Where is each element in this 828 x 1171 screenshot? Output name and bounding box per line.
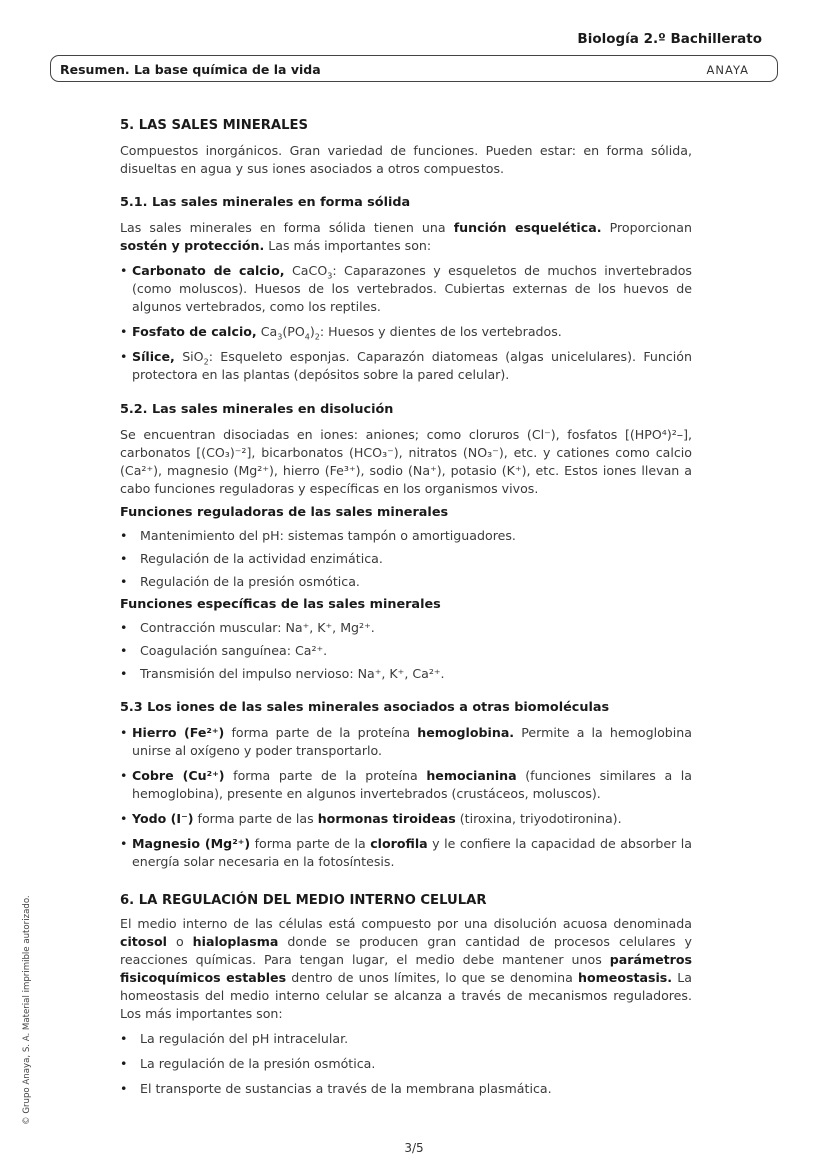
list-item: • Contracción muscular: Na⁺, K⁺, Mg²⁺. — [120, 619, 692, 637]
section-5-2-paragraph: Se encuentran disociadas en iones: aniones; como cloruros (Cl⁻), fosfatos [(HPO⁴)²–], carbonatos [(CO₃)⁻²], bicarbonatos (HCO₃⁻), nitratos (NO₃⁻), etc. y cationes como calcio (Ca²⁺), magnesio (Mg²⁺), hierro (Fe³⁺), sodio (Na⁺), potasio (K⁺), etc. Estos iones llevan a cabo funciones reguladoras y específicas en los organismos vivos. — [120, 427, 692, 496]
list-item: • Carbonato de calcio, CaCO$_3$: Caparazones y esqueletos de muchos invertebrados (como moluscos). Huesos de los vertebrados. Cubiertas externas de los huevos de algunos vertebrados, como los reptiles. — [120, 262, 692, 316]
main-content — [120, 117, 692, 1098]
regulatory-functions-list — [120, 527, 692, 591]
section-6-heading: 6. LA REGULACIÓN DEL MEDIO INTERNO CELULAR — [120, 893, 487, 908]
solid-salts-list — [120, 262, 692, 384]
section-5-1-intro: Las sales minerales en forma sólida tienen una función esquelética. Proporcionan sostén y protección. Las más importantes son: — [120, 220, 692, 253]
list-item: • La regulación del pH intracelular. — [120, 1030, 692, 1048]
specific-functions-heading: Funciones específicas de las sales minerales — [120, 597, 441, 612]
list-item: • La regulación de la presión osmótica. — [120, 1055, 692, 1073]
regulatory-functions-heading: Funciones reguladoras de las sales minerales — [120, 505, 449, 520]
list-item: • Regulación de la presión osmótica. — [120, 573, 692, 591]
list-item: • Hierro (Fe²⁺) forma parte de la proteína hemoglobina. Permite a la hemoglobina unirse al oxígeno y poder transportarlo. — [120, 724, 692, 760]
list-item: • Regulación de la actividad enzimática. — [120, 550, 692, 568]
list-item: • Yodo (I⁻) forma parte de las hormonas tiroideas (tiroxina, triyodotironina). — [120, 810, 692, 828]
list-item: • Sílice, SiO$_2$: Esqueleto esponjas. Caparazón diatomeas (algas unicelulares). Función protectora en las plantas (depósitos sobre la pared celular). — [120, 348, 692, 384]
ions-list — [120, 724, 692, 871]
section-5-intro: Compuestos inorgánicos. Gran variedad de funciones. Pueden estar: en forma sólida, disueltas en agua y sus iones asociados a otros compuestos. — [120, 143, 692, 176]
list-item: • Magnesio (Mg²⁺) forma parte de la clorofila y le confiere la capacidad de absorber la energía solar necesaria en la fotosíntesis. — [120, 835, 692, 871]
list-item: • Cobre (Cu²⁺) forma parte de la proteína hemocianina (funciones similares a la hemoglobina), presente en algunos invertebrados (crustáceos, moluscos). — [120, 767, 692, 803]
document-title: Resumen. La base química de la vida — [60, 62, 321, 77]
section-5-2-heading: 5.2. Las sales minerales en disolución — [120, 402, 394, 417]
page-number: 3/5 — [404, 1141, 424, 1155]
copyright-note: © Grupo Anaya, S. A. Material imprimible autorizado. — [22, 895, 32, 1125]
specific-functions-list — [120, 619, 692, 683]
section-5-3-heading: 5.3 Los iones de las sales minerales asociados a otras biomoléculas — [120, 700, 610, 715]
section-5-1-heading: 5.1. Las sales minerales en forma sólida — [120, 195, 411, 210]
brand-logo: ANAYA — [706, 63, 749, 77]
list-item: • Mantenimiento del pH: sistemas tampón o amortiguadores. — [120, 527, 692, 545]
header-bar — [50, 55, 778, 82]
regulation-mechanisms-list — [120, 1030, 692, 1098]
list-item: • El transporte de sustancias a través de la membrana plasmática. — [120, 1080, 692, 1098]
section-5-heading: 5. LAS SALES MINERALES — [120, 118, 309, 133]
list-item: • Transmisión del impulso nervioso: Na⁺, K⁺, Ca²⁺. — [120, 665, 692, 683]
subject-label: Biología 2.º Bachillerato — [577, 31, 762, 47]
section-6-paragraph: El medio interno de las células está compuesto por una disolución acuosa denominada citosol o hialoplasma donde se producen gran cantidad de procesos celulares y reacciones químicas. Para tengan lugar, el medio debe mantener unos parámetros fisicoquímicos estables dentro de unos límites, lo que se denomina homeostasis. La homeostasis del medio interno celular se alcanza a través de mecanismos reguladores. Los más importantes son: — [120, 916, 692, 1021]
list-item: • Coagulación sanguínea: Ca²⁺. — [120, 642, 692, 660]
list-item: • Fosfato de calcio, $Ca_3(PO_4)_2$: Huesos y dientes de los vertebrados. — [120, 323, 692, 341]
